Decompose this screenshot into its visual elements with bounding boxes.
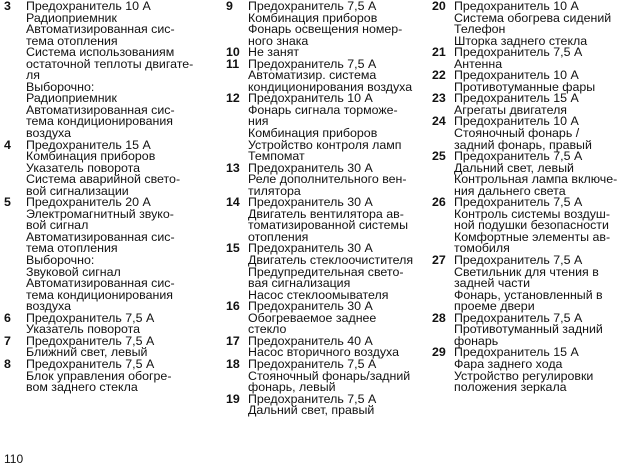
fuse-number: 28 — [432, 310, 446, 325]
fuse-line: Система аварийной свето- — [26, 172, 181, 187]
fuse-line: Предупредительная свето- — [248, 264, 404, 279]
fuse-description — [248, 160, 432, 198]
fuse-number: 14 — [226, 195, 240, 210]
fuse-description — [26, 137, 226, 198]
fuse-description — [454, 1, 638, 47]
column-2 — [226, 1, 432, 417]
fuse-line: Предохранитель 10 А — [454, 0, 579, 13]
fuse-number: 7 — [4, 333, 11, 348]
fuse-line: Агрегаты двигателя — [454, 102, 568, 117]
fuse-line: Контрольная лампа включе- — [454, 172, 618, 187]
fuse-description — [454, 70, 638, 93]
fuse-line: Предохранитель 10 А — [248, 91, 373, 106]
fuse-line: стекло — [248, 322, 287, 337]
fuse-entry — [226, 356, 432, 395]
fuse-line: Предохранитель 10 А — [26, 0, 151, 13]
fuse-line: тема кондиционирования — [26, 287, 173, 302]
column-1 — [4, 1, 226, 417]
fuse-line: Предохранитель 30 А — [248, 195, 373, 210]
fuse-number: 24 — [432, 114, 446, 129]
fuse-number: 16 — [226, 299, 240, 314]
fuse-line: вом заднего стекла — [26, 380, 138, 395]
fuse-line: тема кондиционирования — [26, 114, 173, 129]
fuse-entry — [432, 151, 638, 197]
fuse-description — [26, 197, 226, 312]
fuse-line: Предохранитель 10 А — [454, 114, 579, 129]
fuse-number: 22 — [432, 68, 446, 83]
fuse-number: 29 — [432, 345, 446, 360]
fuse-line: отопления — [248, 229, 309, 244]
fuse-line: Светильник для чтения в — [454, 264, 599, 279]
fuse-number: 25 — [432, 149, 446, 164]
fuse-line: фонарь — [454, 333, 499, 348]
fuse-line: вой сигнал — [26, 218, 89, 233]
fuse-line: Автоматизированная сис- — [26, 102, 175, 117]
fuse-description — [454, 255, 638, 313]
fuse-number: 21 — [432, 45, 446, 60]
fuse-line: Насос стеклоомывателя — [248, 287, 389, 302]
fuse-line: Шторка заднего стекла — [454, 33, 588, 48]
fuse-entry — [4, 137, 226, 198]
fuse-entry — [4, 333, 226, 360]
fuse-line: тема отопления — [26, 33, 118, 48]
column-3 — [432, 1, 638, 417]
fuse-line: Предохранитель 7,5 А — [454, 149, 583, 164]
fuse-line: Обогреваемое заднее — [248, 310, 377, 325]
fuse-entry — [226, 333, 432, 360]
fuse-entry — [226, 391, 432, 418]
fuse-line: Предохранитель 30 А — [248, 299, 373, 314]
fuse-description — [26, 333, 226, 360]
fuse-line: томобиля — [454, 241, 510, 256]
fuse-number: 3 — [4, 0, 11, 13]
fuse-entry — [432, 1, 638, 47]
fuse-line: воздуха — [26, 126, 71, 141]
fuse-description — [454, 347, 638, 393]
fuse-line: Предохранитель 7,5 А — [454, 253, 583, 268]
fuse-line: Стояночный фонарь / — [454, 126, 580, 141]
fuse-line: Двигатель стеклоочистителя — [248, 253, 414, 268]
fuse-line: Комфортные элементы ав- — [454, 229, 611, 244]
fuse-line: Противотуманные фары — [454, 79, 596, 94]
fuse-line: Устройство регулировки — [454, 368, 594, 383]
fuse-line: Предохранитель 7,5 А — [454, 195, 583, 210]
fuse-entry — [432, 255, 638, 313]
fuse-line: Радиоприемник — [26, 91, 117, 106]
fuse-line: Насос вторичного воздуха — [248, 345, 399, 360]
fuse-line: Комбинация приборов — [248, 10, 378, 25]
fuse-entry — [432, 47, 638, 70]
fuse-number: 20 — [432, 0, 446, 13]
fuse-line: Предохранитель 7,5 А — [248, 356, 377, 371]
fuse-number: 12 — [226, 91, 240, 106]
fuse-number: 15 — [226, 241, 240, 256]
fuse-number: 6 — [4, 310, 11, 325]
fuse-entry — [226, 160, 432, 198]
fuse-line: Телефон — [454, 22, 506, 37]
fuse-line: Ближний свет, левый — [26, 345, 148, 360]
fuse-line: Комбинация приборов — [26, 149, 156, 164]
fuse-entry — [226, 301, 432, 336]
fuse-entry — [4, 356, 226, 395]
fuse-line: Дальний свет, правый — [248, 403, 375, 418]
fuse-description — [26, 310, 226, 337]
fuse-line: тема отопления — [26, 241, 118, 256]
fuse-description — [454, 310, 638, 348]
fuse-line: задний фонарь, правый — [454, 137, 592, 152]
fuse-entry — [4, 197, 226, 312]
fuse-line: Автоматизированная сис- — [26, 276, 175, 291]
fuse-number: 18 — [226, 356, 240, 371]
fuse-line: Контроль системы воздуш- — [454, 206, 610, 221]
fuse-number: 23 — [432, 91, 446, 106]
fuse-line: кондиционирования воздуха — [248, 79, 413, 94]
fuse-description — [248, 356, 432, 395]
fuse-description — [454, 116, 638, 151]
fuse-line: Блок управления обогре- — [26, 368, 172, 383]
fuse-line: тилятора — [248, 183, 301, 198]
fuse-line: Фонарь, установленный в — [454, 287, 603, 302]
fuse-line: Предохранитель 7,5 А — [26, 333, 155, 348]
fuse-line: вая сигнализация — [248, 276, 351, 291]
fuse-line: Предохранитель 15 А — [26, 137, 151, 152]
fuse-line: Предохранитель 7,5 А — [248, 56, 377, 71]
fuse-line: Предохранитель 7,5 А — [454, 310, 583, 325]
fuse-number: 19 — [226, 391, 240, 406]
fuse-line: Темпомат — [248, 149, 305, 164]
fuse-description — [248, 1, 432, 47]
fuse-description — [454, 151, 638, 197]
fuse-line: Радиоприемник — [26, 10, 117, 25]
fuse-line: Выборочно: — [26, 253, 95, 268]
fuse-line: ного знака — [248, 33, 309, 48]
fuse-line: Предохранитель 10 А — [454, 68, 579, 83]
fuse-line: вой сигнализации — [26, 183, 129, 198]
fuse-description — [248, 333, 432, 360]
fuse-number: 27 — [432, 253, 446, 268]
fuse-line: задней части — [454, 276, 531, 291]
fuse-line: Система обогрева сидений — [454, 10, 612, 25]
fuse-number: 8 — [4, 356, 11, 371]
fuse-number: 17 — [226, 333, 240, 348]
fuse-line: Предохранитель 7,5 А — [454, 45, 583, 60]
fuse-line: Комбинация приборов — [248, 126, 378, 141]
fuse-line: Выборочно: — [26, 79, 95, 94]
fuse-description — [248, 391, 432, 418]
fuse-line: Предохранитель 7,5 А — [26, 310, 155, 325]
fuse-line: Автоматизир. система — [248, 68, 377, 83]
fuse-line: Звуковой сигнал — [26, 264, 121, 279]
fuse-line: Автоматизированная сис- — [26, 22, 175, 37]
fuse-line: Дальний свет, левый — [454, 160, 574, 175]
fuse-description — [248, 93, 432, 162]
fuse-line: Стояночный фонарь/задний — [248, 368, 411, 383]
fuse-entry — [226, 56, 432, 94]
fuse-description — [248, 301, 432, 336]
fuse-list — [4, 1, 638, 417]
fuse-line: Реле дополнительного вен- — [248, 172, 407, 187]
fuse-line: Предохранитель 7,5 А — [26, 356, 155, 371]
fuse-entry — [226, 93, 432, 162]
fuse-line: Фара заднего хода — [454, 356, 563, 371]
fuse-line: ля — [26, 68, 40, 83]
fuse-number: 4 — [4, 137, 11, 152]
fuse-line: Антенна — [454, 56, 503, 71]
fuse-line: фонарь, левый — [248, 380, 336, 395]
fuse-description — [26, 1, 226, 140]
fuse-entry — [432, 197, 638, 255]
fuse-line: Предохранитель 7,5 А — [248, 391, 377, 406]
fuse-description — [248, 197, 432, 243]
fuse-line: Предохранитель 40 А — [248, 333, 373, 348]
fuse-number: 9 — [226, 0, 233, 13]
fuse-line: Фонарь освещения номер- — [248, 22, 403, 37]
fuse-line: Предохранитель 7,5 А — [248, 0, 377, 13]
page-number: 110 — [4, 452, 24, 466]
fuse-entry — [226, 1, 432, 47]
fuse-line: Не занят — [248, 45, 300, 60]
fuse-number: 5 — [4, 195, 11, 210]
fuse-line: Предохранитель 15 А — [454, 91, 579, 106]
fuse-line: Указатель поворота — [26, 322, 141, 337]
fuse-line: Устройство контроля ламп — [248, 137, 402, 152]
fuse-entry — [432, 347, 638, 393]
fuse-line: остаточной теплоты двигате- — [26, 56, 194, 71]
fuse-entry — [226, 197, 432, 243]
fuse-line: проеме двери — [454, 299, 535, 314]
fuse-number: 13 — [226, 160, 240, 175]
fuse-line: ной подушки безопасности — [454, 218, 609, 233]
fuse-line: ния — [248, 114, 269, 129]
fuse-line: Предохранитель 30 А — [248, 160, 373, 175]
fuse-line: Предохранитель 20 А — [26, 195, 151, 210]
fuse-line: Система использованиям — [26, 45, 175, 60]
fuse-entry — [4, 1, 226, 140]
fuse-number: 10 — [226, 45, 240, 60]
fuse-description — [454, 197, 638, 255]
fuse-entry — [432, 310, 638, 348]
fuse-entry — [432, 116, 638, 151]
fuse-description — [26, 356, 226, 395]
fuse-number: 26 — [432, 195, 446, 210]
fuse-description — [454, 47, 638, 70]
fuse-line: ния дальнего света — [454, 183, 566, 198]
fuse-line: положения зеркала — [454, 380, 567, 395]
fuse-line: Двигатель вентилятора ав- — [248, 206, 404, 221]
fuse-number: 11 — [226, 56, 240, 71]
fuse-line: Предохранитель 30 А — [248, 241, 373, 256]
fuse-line: Противотуманный задний — [454, 322, 603, 337]
fuse-line: томатизированной системы — [248, 218, 408, 233]
fuse-entry — [432, 93, 638, 116]
fuse-line: воздуха — [26, 299, 71, 314]
fuse-entry — [226, 243, 432, 301]
fuse-line: Указатель поворота — [26, 160, 141, 175]
fuse-line: Автоматизированная сис- — [26, 229, 175, 244]
fuse-entry — [4, 310, 226, 337]
fuse-description — [248, 243, 432, 301]
fuse-line: Предохранитель 15 А — [454, 345, 579, 360]
fuse-line: Электромагнитный звуко- — [26, 206, 174, 221]
fuse-line: Фонарь сигнала торможе- — [248, 102, 398, 117]
fuse-description — [454, 93, 638, 116]
fuse-entry — [432, 70, 638, 93]
fuse-description — [248, 56, 432, 94]
